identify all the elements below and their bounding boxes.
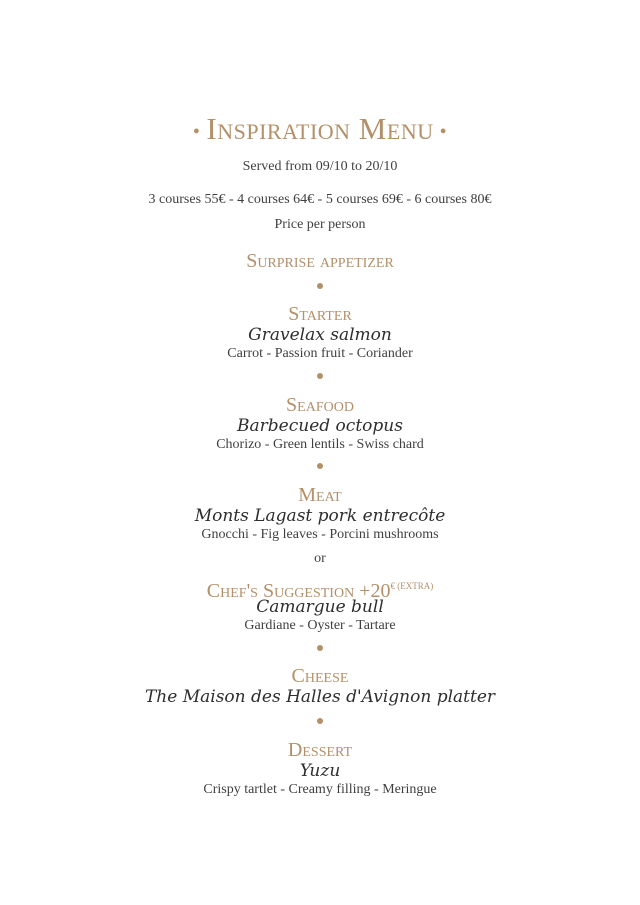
served-dates: Served from 09/10 to 20/10	[242, 159, 398, 174]
chef-suggestion-label: Chef's Suggestion +20	[206, 580, 391, 602]
seafood-title: Seafood	[286, 394, 354, 416]
starter-title: Starter	[288, 303, 352, 325]
chef-dish: Camargue bull	[256, 597, 384, 617]
title-bullet-right: •	[439, 120, 448, 143]
seafood-ingredients: Chorizo - Green lentils - Swiss chard	[216, 437, 424, 452]
meat-title: Meat	[298, 484, 342, 506]
chef-suggestion-supplement: € (EXTRA)	[390, 581, 434, 591]
meat-ingredients: Gnocchi - Fig leaves - Porcini mushrooms	[201, 527, 439, 542]
separator-dot	[317, 718, 323, 724]
dessert-title: Dessert	[287, 739, 353, 761]
separator-dot	[317, 373, 323, 379]
separator-dot	[317, 283, 323, 289]
meat-dish: Monts Lagast pork entrecôte	[194, 506, 446, 526]
dessert-ingredients: Crispy tartlet - Creamy filling - Meringue	[203, 782, 437, 797]
separator-dot	[317, 463, 323, 469]
price-note: Price per person	[274, 217, 366, 232]
starter-ingredients: Carrot - Passion fruit - Coriander	[227, 346, 413, 361]
or-separator: or	[314, 551, 326, 566]
appetizer-title: Surprise appetizer	[246, 250, 394, 272]
starter-dish: Gravelax salmon	[248, 325, 392, 345]
course-prices: 3 courses 55€ - 4 courses 64€ - 5 courses 69€ - 6 courses 80€	[148, 192, 492, 207]
cheese-title: Cheese	[291, 665, 349, 687]
menu-title-text: Inspiration Menu	[206, 111, 434, 146]
menu-title	[0, 110, 640, 151]
seafood-dish: Barbecued octopus	[237, 416, 403, 436]
separator-dot	[317, 645, 323, 651]
title-bullet-left: •	[192, 120, 201, 143]
cheese-dish: The Maison des Halles d'Avignon platter	[144, 687, 496, 707]
dessert-dish: Yuzu	[299, 761, 341, 781]
chef-ingredients: Gardiane - Oyster - Tartare	[244, 618, 396, 633]
